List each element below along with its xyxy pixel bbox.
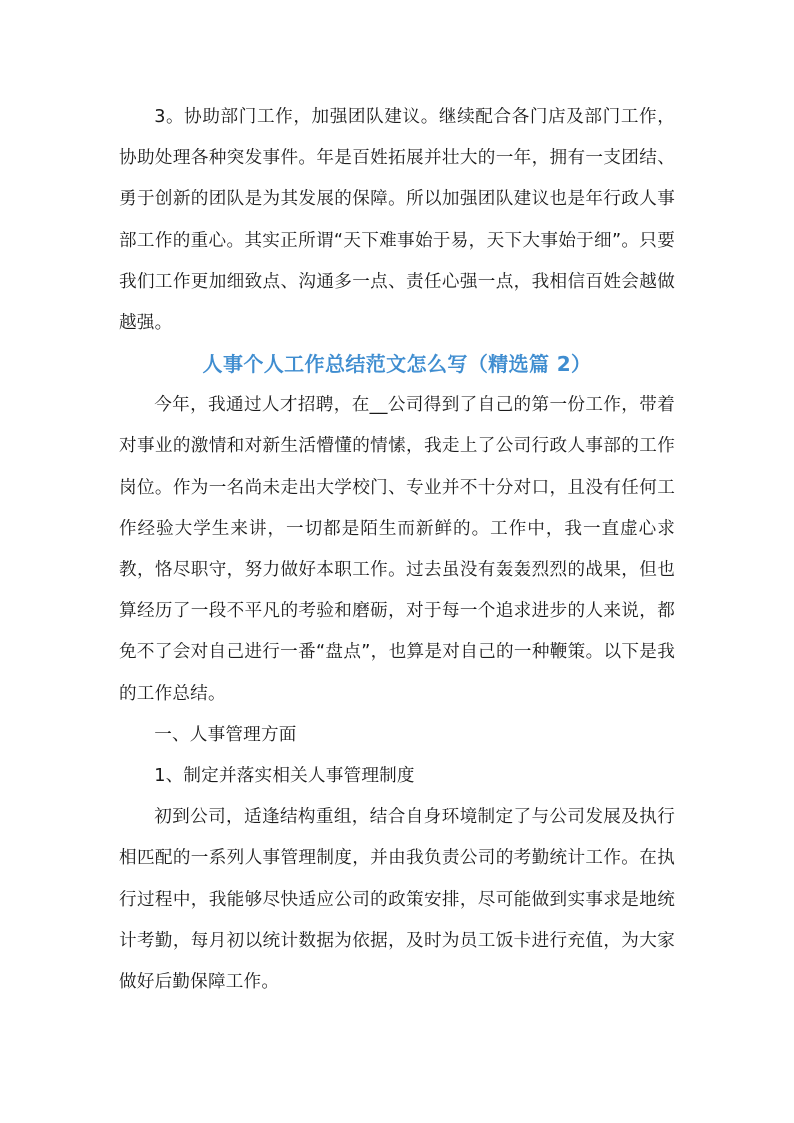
subheading-hr-management: 一、人事管理方面 — [154, 724, 297, 745]
paragraph-introduction: 今年，我通过人才招聘，在__公司得到了自己的第一份工作，带着对事业的激情和对新生活懵懂的情愫，我走上了公司行政人事部的工作岗位。作为一名尚未走出大学校门、专业并不十分对口，且没有任何工作经验大学生来讲，一切都是陌生而新鲜的。工作中，我一直虚心求教，恪尽职守，努力做好本职工作。过去虽没有轰轰烈烈的战果，但也算经历了一段不平凡的考验和磨砺，对于每一个追求进步的人来说，都免不了会对自己进行一番“盘点”，也算是对自己的一种鞭策。以下是我的工作总结。 — [119, 395, 675, 704]
subheading-hr-policies: 1、制定并落实相关人事管理制度 — [154, 766, 415, 787]
document-body — [119, 97, 675, 1003]
section-heading: 人事个人工作总结范文怎么写（精选篇 2） — [202, 352, 592, 377]
paragraph-attendance: 初到公司，适逢结构重组，结合自身环境制定了与公司发展及执行相匹配的一系列人事管理制度，并由我负责公司的考勤统计工作。在执行过程中，我能够尽快适应公司的政策安排，尽可能做到实事求是地统计考勤，每月初以统计数据为依据，及时为员工饭卡进行充值，为大家做好后勤保障工作。 — [119, 807, 675, 993]
paragraph-team-building: 3。协助部门工作，加强团队建议。继续配合各门店及部门工作，协助处理各种突发事件。年是百姓拓展并壮大的一年，拥有一支团结、勇于创新的团队是为其发展的保障。所以加强团队建议也是年行政人事部工作的重心。其实正所谓“天下难事始于易，天下大事始于细”。只要我们工作更加细致点、沟通多一点、责任心强一点，我相信百姓会越做越强。 — [119, 107, 675, 334]
